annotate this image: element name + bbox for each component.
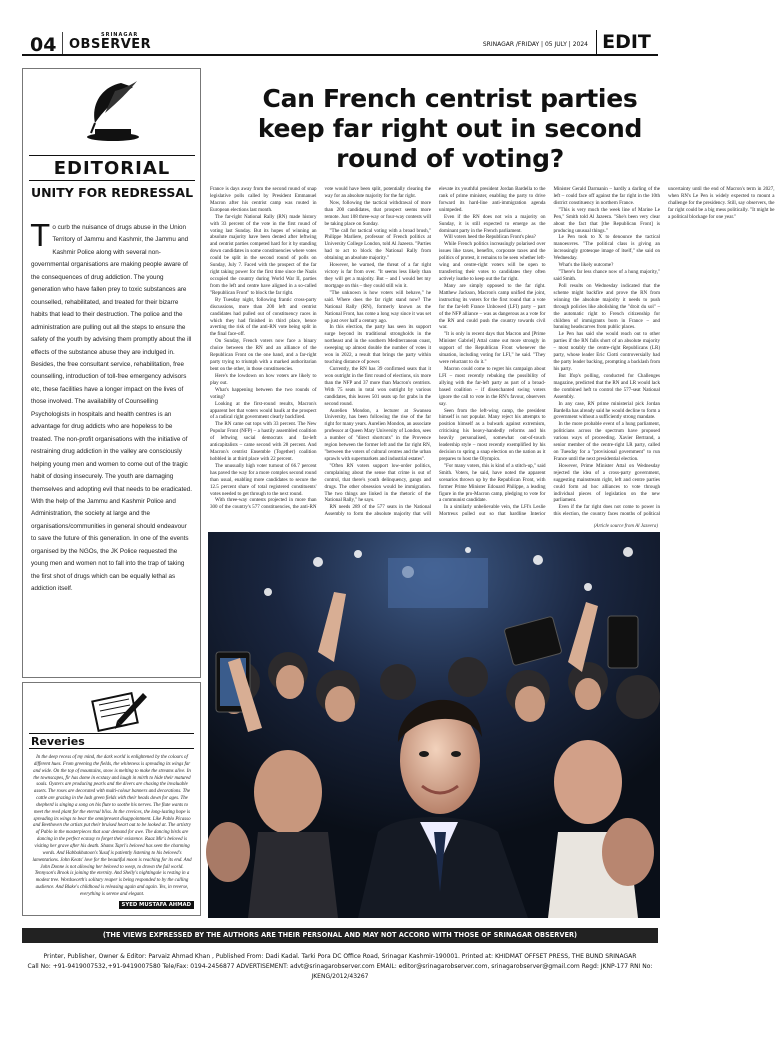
imprint-contact: Call No: +91-9419007532,+91-9419007580 Tele/Fax: 0194-2456877 ADVERTISEMENT: advt@srinagarobserver.com EMAIL: editor@srinagarobserver.com, srinagarobserver@gmail.com Regd: JKNP-177 RNI No: JKENG/2012/43267 [27, 963, 653, 980]
imprint-line [22, 952, 658, 982]
editorial-column [22, 68, 201, 678]
poem-author: SYED MUSTAFA AHMAD [119, 901, 194, 909]
article-paragraph: Looking at the first-round results, Macron's apparent bet that voters would baulk at the prospect of a radical right government clearly backfired. [210, 400, 317, 421]
article-paragraph: Poll results on Wednesday indicated that the scheme might backfire and prove the RN from winning the absolute majority it needs to push through policies like abolishing the "droit du sol" – the automatic right to French citizenship for children of immigrants born in France – and banning headscarves from public places. [553, 282, 660, 331]
article-paragraph: "This is very much the week line of Marine Le Pen," Smith told Al Jazeera. "She's been very clear about the fact that [the Republican Front] is producing unusual things." [553, 206, 660, 234]
article-paragraph: In a similarly unbelievable vein, the LFI's Leslie Mortreux pulled out so that hardline Interior Minister Gerald Darmanin – hardly a darling of the left – could face off against the far right in the 10th district constituency in northern France. [439, 186, 660, 518]
article-paragraph: "It is only in recent days that Macron and [Prime Minister Gabriel] Attal came out more strongly in support of the Republican Front whenever the situation, including voting for LFI," he said. "They were reluctant to do it." [439, 331, 546, 366]
article-paragraph: Currently, the RN has 39 confirmed seats that it won outright in the first round of elections, six more than the NFP and 37 more than Macron's centrists. With 75 seats in total won outright by various candidates, this leaves 501 seats up for grabs in the second round. [324, 365, 431, 407]
article-paragraph: By Tuesday night, following frantic cross-party discussions, more than 200 left and centrist candidates had pulled out of constituency races in which they had finished in third place, hence averting the risk of the anti-RN vote being split in the final face-off. [210, 296, 317, 338]
article-paragraph: "For many voters, this is kind of a stitch-up," said Smith. Voters, he said, have noted the apparent scenarios thrown up by the Republican Front, with former Prime Minister Edouard Philippe, a leading figure in the pro-Macron camp, pledging to vote for a communist candidate. [439, 462, 546, 504]
masthead-logo [62, 32, 188, 54]
article-paragraph: What's happening between the two rounds of voting? [210, 386, 317, 400]
masthead-name: OBSERVER [69, 37, 152, 52]
article-paragraph: Even if the RN does not win a majority on Sunday, it is still expected to emerge as the dominant party in the French parliament. [439, 213, 546, 234]
article-paragraph: What's the likely outcome? [558, 262, 614, 269]
article-paragraph: France is days away from the second round of snap legislative polls called by President Emmanuel Macron after his centrist camp was routed in European elections last month. [210, 186, 317, 213]
article-paragraph: But Ifop's polling, conducted for Challenges magazine, predicted that the RN and LR would lack the combined heft to control the 577-seat National Assembly. [553, 372, 660, 400]
rally-crowd-photo [208, 532, 660, 918]
article-paragraph: With three-way contests projected in more than 300 of the country's 577 constituencies, the anti-RN vote would have been split, potentially clearing the way for an absolute majority for the far right. [210, 186, 431, 511]
article-paragraph: In the more probable event of a hung parliament, politicians across the spectrum have proposed various ways of proceeding. Xavier Bertrand, a senior member of the centre-right LR party, called on Tuesday for a "provisional government" to run France until the next presidential election. [553, 421, 660, 462]
article-paragraph: "The call for tactical voting with a broad brush," Philippe Marliere, professor of French politics at University College London, told Al Jazeera. "Parties had to act to block the National Rally from obtaining an absolute majority." [324, 227, 431, 262]
section-label: EDIT [596, 30, 656, 54]
reveries-poem: In the deep recess of my mind, the dark world is enlightened by the colours of different hues. From greening the fields, the whiteness is spreading its wings far and wide. On the top of mountains, snow is melting to make the streams alive. In the townscapes, fir has dome in ecstasy and laugh in mirth to hide their matured souls. Oysters are producing pearls and the divers are chasing the invaluable assets. The roses are decorated with multi-colour banners and decorations. The cattle are grazing in the lush green fields with their heads down for ages. The shepherd is singing a song on his flute to soothe his nerves. The flute wants to meet the reed plant for the eternal bliss. In the crevices, the long-lasting hope is spreading its wings to bear the omnipresent disappointment. Like Pablo Picasso and Beethoven the artists put their bruised heart out to be looked at. The artistry of Pablo in the masterpieces that soar demand for awe. The dancing birds are dancing in the perfect ecstasy to forget their existence. Raaz Mir's beloved is visiting her grave after his death. Shams Tapri's beloved has seen the charming words. And Habbakhatoon's Yusuf is patiently listening to his beloved's lamentations. John Keats' love for the beautiful moon is reaching for its end. And John Donne is not allowing her beloved to weep, to drown the full world. Tennyson's Brook is joining the eternity. And Shelly's nightingale is resting in a modest tree. Wordsworth's solitary reaper is being responded to by the calling audience. And Blake's childhood is releasing again and again. Yes, in reverse, everything is serene and elegant. [32, 755, 192, 897]
editorial-title: UNITY FOR REDRESSAL [30, 185, 194, 200]
masthead-city: SRINAGAR [101, 32, 139, 38]
article-paragraph: The far-right National Rally (RN) made history with 33 percent of the vote in the first round of voting last Sunday. But its hopes of winning an absolute majority have been dented after leftwing and centrist parties competed hard for it by standing down candidates in some constituencies where votes could be split in the second round of polls on Sunday, July 7. Faced with the prospect of the far right taking power for the first time since the Nazis occupied the country during World War II, parties from the left and centre have aligned in a so-called "Republican Front" to block the far right. [210, 213, 317, 296]
article-paragraph: "Often RN voters support low-order politics, complaining about the sense that crime is out of control, that there's youth delinquency, gangs and drugs. The other obsession would be immigration. The two things are linked in the rhetoric of the National Rally," he says. [324, 462, 431, 504]
article-paragraph: Le Pen has said she would reach out to other parties if the RN falls short of an absolute majority – most notably the centre-right Republicans (LR) party, whose leader Eric Ciotti controversially had the party leader backing, prompting a backlash from his party. [553, 331, 660, 372]
dateline: SRINAGAR /FRIDAY | 05 JULY | 2024 [482, 41, 588, 48]
reveries-title: Reveries [29, 733, 194, 749]
article-paragraph: While French politics increasingly polarised over issues like taxes, benefits, corporate taxes and the politics of protest, it remains to be seen whether left-wing and centre-right voters will be open to transferring their votes to candidates they often actively loathe to keep out the far right. [439, 241, 546, 282]
article-paragraph: However, he warned, the threat of a far right victory is far from over. "It seems less likely than they will get a majority. But – and I would bet my mortgage on this – they could still win it. [324, 262, 431, 289]
article-paragraph: The RN came out tops with 33 percent. The New Popular Front (NFP) – a hastily assembled coalition of leftwing social democrats and far-left anticapitalists – came second with 28 percent. And Macron's centrist Ensemble (Together) coalition hobbled in at third place with 22 percent. [210, 421, 317, 462]
views-disclaimer: (THE VIEWS EXPRESSED BY THE AUTHORS ARE THEIR PERSONAL AND MAY NOT ACCORD WITH THOSE OF SRINAGAR OBSERVER) [22, 928, 658, 943]
article-paragraph: In any case, RN prime ministerial pick Jordan Bardella has already said he would decline to form a government without a sufficiently strong mandate. [553, 400, 660, 421]
article-paragraph: "There's far less chance now of a hung majority," said Smith. [553, 269, 660, 282]
article-paragraph: "The unknown is how voters will behave," he said. Where does the far right stand now? The National Rally (RN), formerly known as the National Front, has come a long way since it was set up just over half a century ago. [324, 289, 431, 324]
article-paragraph: Here's the lowdown on how voters are likely to play out. [210, 372, 317, 386]
drop-cap: T [31, 219, 50, 254]
article-paragraph: Macron could come to regret his campaign about LFI – most recently rebuking the possibility of allying with the far-left party as part of a broad-based coalition – if disenchanted swing voters ignore the call to vote in the RN's favour, observers say. [439, 365, 546, 407]
pen-and-paper-icon [77, 687, 153, 735]
quill-pen-icon [71, 77, 155, 147]
article-paragraph: Now, following the tactical withdrawal of more than 200 candidates, that prospect seems more remote. Just 108 three-way or four-way contests will be taking place on Sunday. [324, 199, 431, 227]
article-body [210, 186, 775, 522]
article-paragraph: Will voters heed the Republican Front's plea? [444, 234, 536, 241]
imprint-publisher: Printer, Publisher, Owner & Editor: Parvaiz Ahmad Khan , Published From: Dadi Kadal. Tarki Pora DC Office Road, Srinagar Kashmir-190001. Printed at: KHIDMAT OFFSET PRESS, THE BUND SRINAGAR [43, 953, 637, 960]
article-paragraph: Many are simply opposed to the far right. Matthew Jackson, Macron's camp unified the joint, instructing its voters for the first round that a vote for the far-left France Unbowed (LFI) party – part of the NFP alliance – was as dangerous as a vote for the RN and could push the country towards civil war. [439, 282, 546, 331]
article-paragraph: On Sunday, French voters now face a binary choice between the RN and an alliance of the Republican Front on the one hand, and a far-right party trying to triumph with a marked authoritarian bent on the other, in those constituencies. [210, 338, 317, 372]
article-paragraph: Aurelien Mondon, a lecturer at Swansea University, has been following the rise of the far right for many years. Aurelien Mondon, an associate professor at Queen Mary University of London, sees a number of "direct shortcuts" in the Provence region between the former left and the far right RN, "between the voters of cultural centres and the urban sprawls with supermarkets and industrial estates". [324, 407, 431, 462]
page-header [22, 30, 658, 56]
article-paragraph: Le Pen took to X to denounce the tactical manoeuvres. "The political class is giving an increasingly grotesque image of itself," she said on Wednesday. [553, 234, 660, 262]
article-paragraph: The unusually high voter turnout of 66.7 percent has paved the way for a more complex second round than usual, enabling more candidates to secure the 12.5 percent share of total registered constituents' votes needed to get through to the next round. [210, 462, 317, 497]
article-paragraph: RN needs 289 of the 577 seats in the National Assembly to form the absolute majority that will elevate its youthful president Jordan Bardella to the rank of prime minister, enabling the party to drive forward its hard-line anti-immigration agenda unimpeded. [324, 186, 546, 518]
article-paragraph: However, Prime Minister Attal on Wednesday rejected the idea of a cross-party government, suggesting mainstream right, left and centre parties could form ad hoc alliances to vote through individual pieces of legislation on the new parliament. [553, 462, 660, 504]
article-paragraph: In this election, the party has seen its support surge beyond its traditional strongholds in the northeast and in the southern Mediterranean coast, sweeping up almost double the number of votes it won in 2022, a result that brings the party within touching distance of power. [324, 324, 431, 366]
article-paragraph: Seen from the left-wing camp, the president himself is not popular. Many reject his attempts to position himself as a bulwark against extremism, criticising his heavy-handedly reforms and his heavily personalised, somewhat out-of-touch leadership style – most recently exemplified by his decision to spring a snap election on the nation as it prepares to host the Olympics. [439, 407, 546, 462]
article-headline: Can French centrist parties keep far right out in second round of voting? [257, 84, 643, 173]
article-credit: (Article source from Al Jazeera) [593, 524, 658, 529]
article-paragraph: Even if the far right does not come to power in this election, the country faces months of political uncertainty until the end of Macron's term in 2027, when RN's Le Pen is widely expected to mount a challenge for the presidency. Still, say observers, the far right could be a big mess politically. "It might be a political blockage for one year." [553, 186, 775, 518]
editorial-text: o curb the nuisance of drugs abuse in the Union Territory of Jammu and Kashmir, the Jammu and Kashmir Police along with several non-governmental organisations are making people aware of the consequences of drug addiction. The young generation who have fallen prey to toxic substances are counselled, rehabilitated, and treated for their bizarre habits that lead to their destruction. The police and the administration are pulling out all the steps to ensure the safety of the youth by advising them promptly about the ill effects of the substance abuse they are indulged in. Besides, the free consultant service, rehabilitation, free counselling, introduction of toll-free emergency advisors etc, these facilities have a longer impact on the lives of those involved. The availability of Counselling Psychologists in hospitals and health centres is an advantage for drug addicts who are hopeless to be treated. The non-profit organisations with the initiative of restraining drug addiction in the valley are consciously helping young men and women to come out of the tragic habit of dosing insecurely. The youth are damaging themselves and adopting evil that needs to be eradicated. With the help of the Jammu and Kashmir Police and Administration, the society at large and the organisations/communities in general should endeavour to save the future of this generation. In one of the events organised by the NGOs, the JK Police requested the young men and women not to fall into the trap of taking the first shot of drugs which can be equally lethal as addiction itself. [31, 224, 193, 593]
editorial-label: EDITORIAL [29, 155, 195, 181]
editorial-body [31, 219, 193, 596]
reveries-box [22, 682, 201, 916]
page-number: 04 [30, 34, 57, 56]
